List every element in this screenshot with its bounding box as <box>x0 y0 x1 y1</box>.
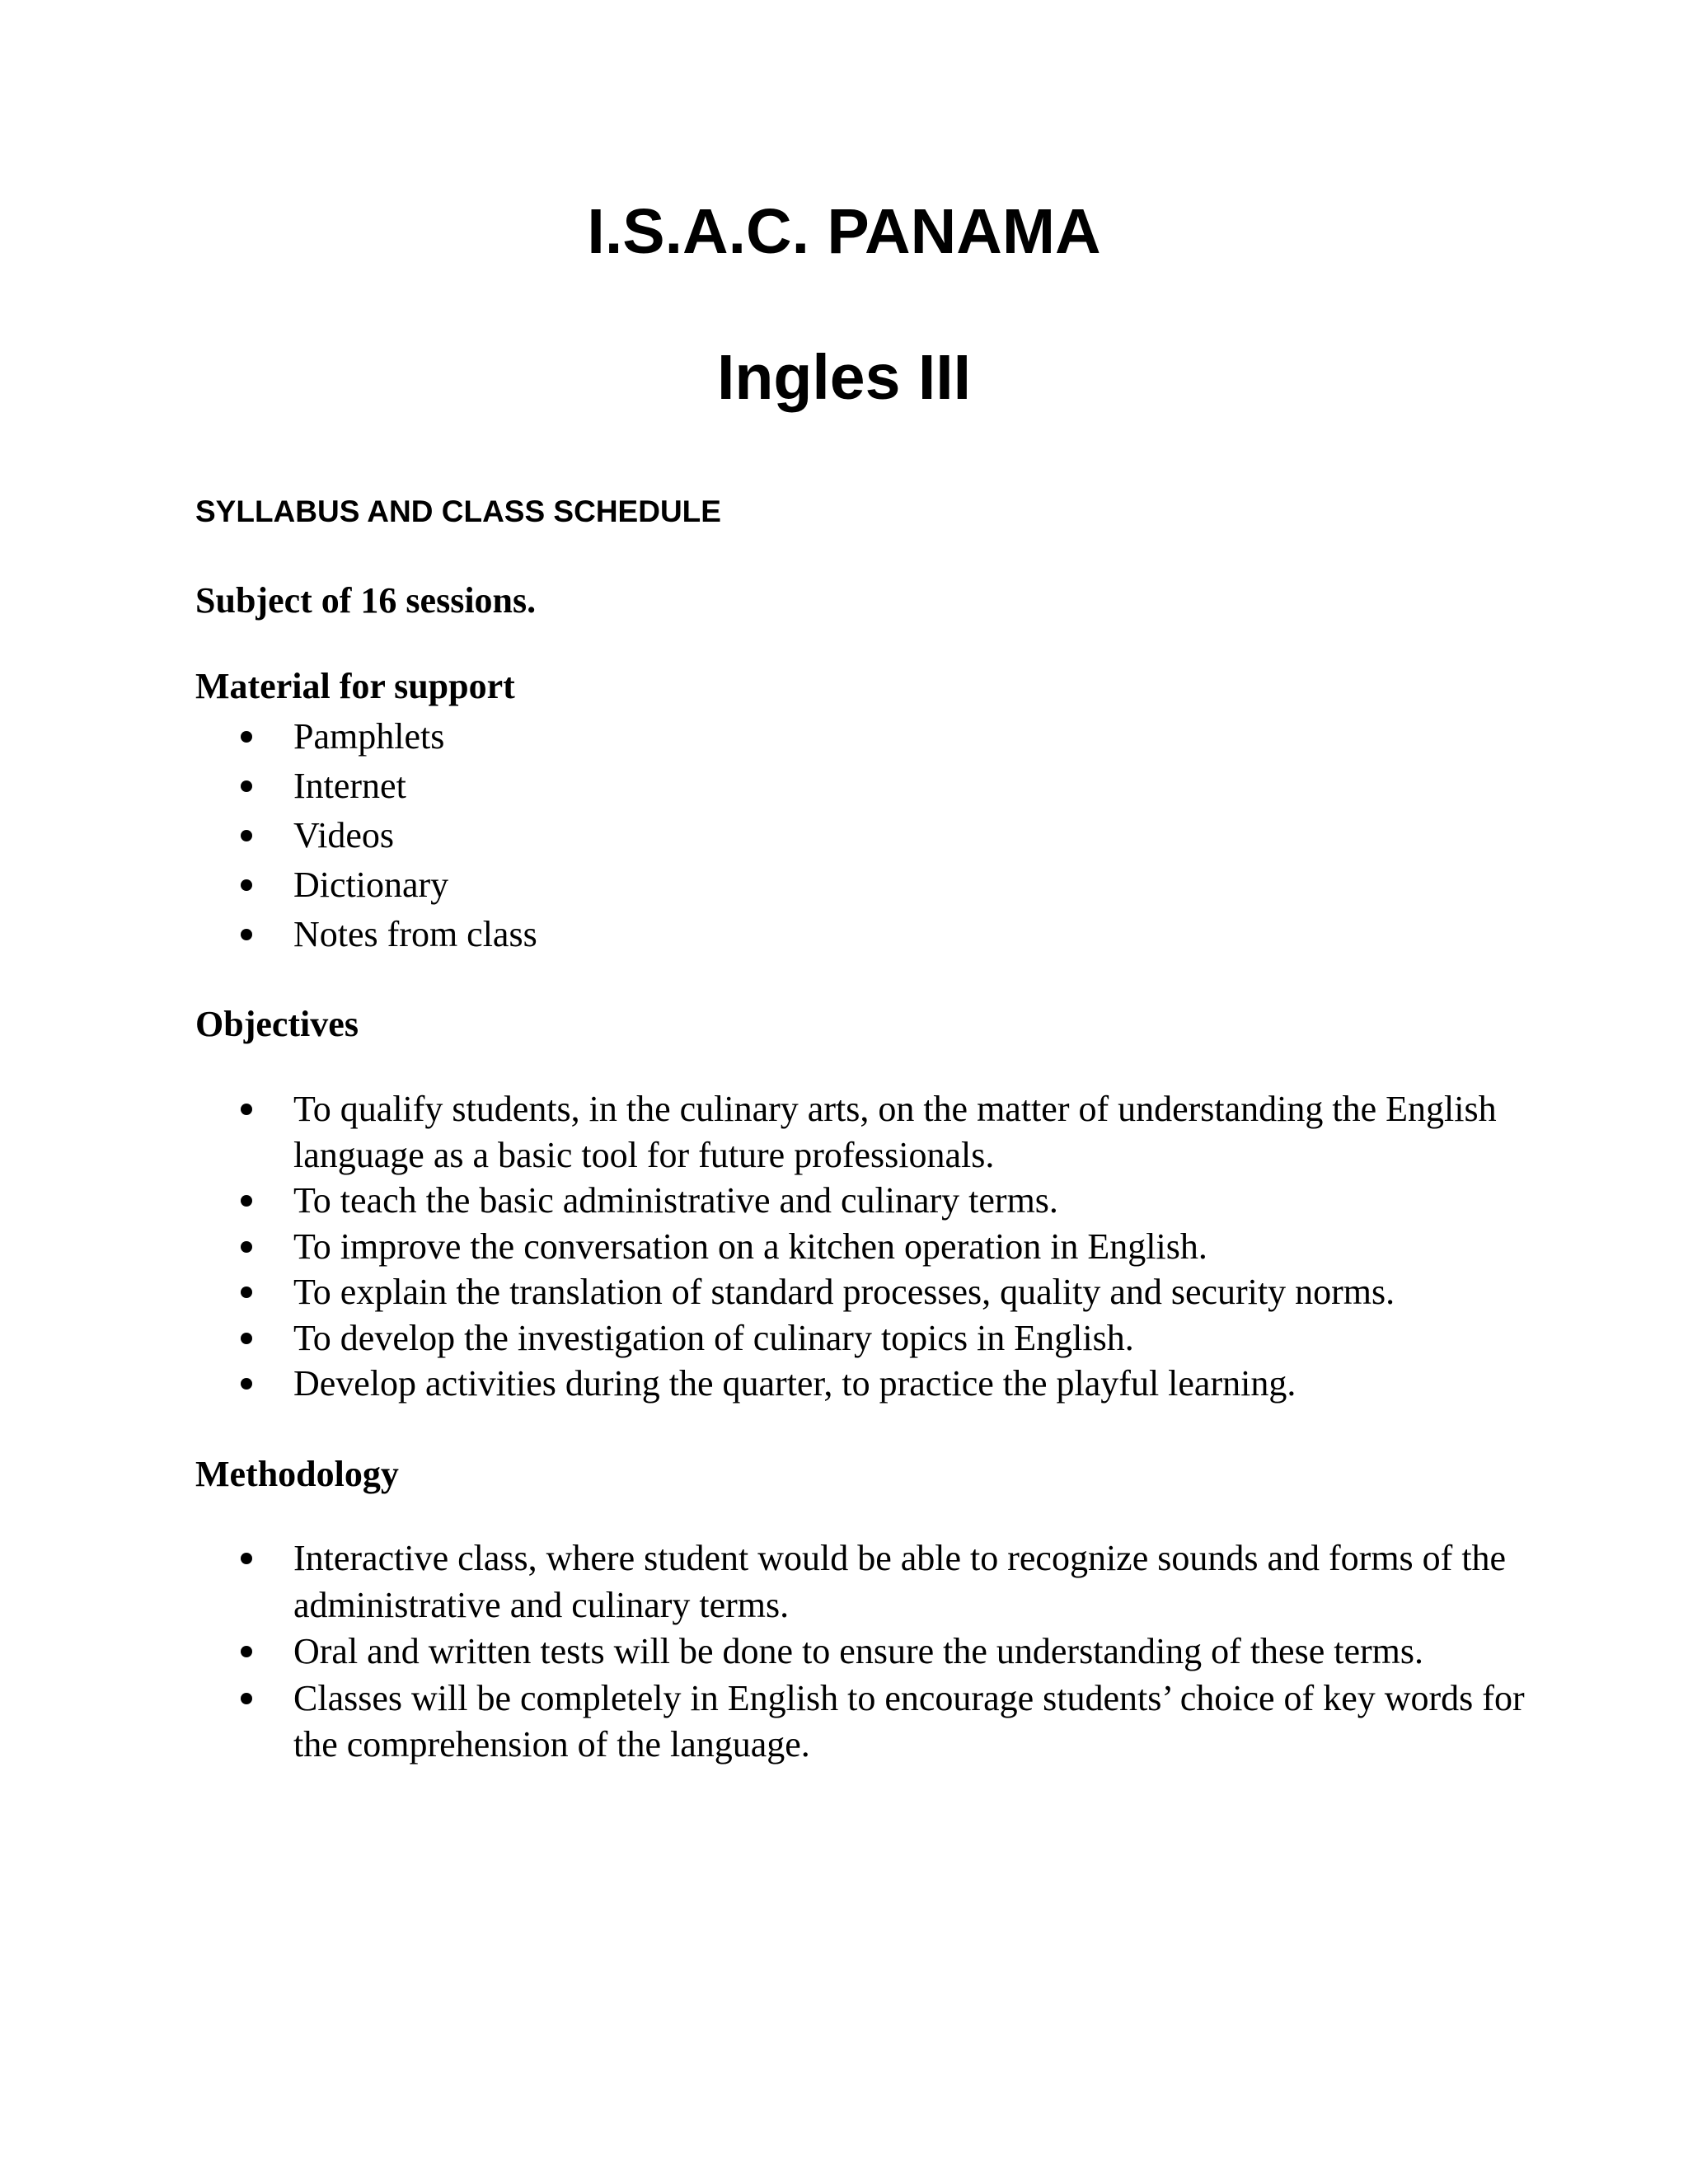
bullet-icon <box>241 1286 252 1298</box>
material-heading: Material for support <box>195 666 515 706</box>
syllabus-heading: SYLLABUS AND CLASS SCHEDULE <box>195 494 721 528</box>
methodology-list <box>241 1535 1526 1769</box>
list-item-text: To develop the investigation of culinary topics in English. <box>293 1317 1134 1358</box>
methodology-heading: Methodology <box>195 1454 399 1494</box>
list-item-text: Videos <box>293 815 395 855</box>
list-item-text: Pamphlets <box>293 716 445 757</box>
list-item <box>241 712 1526 762</box>
list-item <box>241 1535 1526 1629</box>
document-subtitle: Ingles III <box>716 342 972 413</box>
bullet-icon <box>241 879 252 891</box>
list-item-text: Develop activities during the quarter, to practice the playful learning. <box>293 1363 1296 1404</box>
list-item-text: To explain the translation of standard processes, quality and security norms. <box>293 1272 1395 1312</box>
list-item-text: To improve the conversation on a kitchen operation in English. <box>293 1226 1207 1267</box>
bullet-icon <box>241 1195 252 1207</box>
list-item <box>241 811 1526 860</box>
list-item-text: To teach the basic administrative and culinary terms. <box>293 1180 1058 1221</box>
material-list <box>241 712 1526 959</box>
bullet-icon <box>241 1553 252 1564</box>
list-item <box>241 1315 1526 1361</box>
list-item <box>241 1178 1526 1224</box>
list-item-text: To qualify students, in the culinary arts, on the matter of understanding the English language as a basic tool for future professionals. <box>293 1089 1497 1175</box>
objectives-list <box>241 1086 1526 1407</box>
list-item <box>241 1086 1526 1178</box>
bullet-icon <box>241 1646 252 1657</box>
bullet-icon <box>241 1693 252 1704</box>
list-item-text: Classes will be completely in English to encourage students’ choice of key words for the comprehension of the language. <box>293 1677 1525 1765</box>
list-item <box>241 910 1526 959</box>
list-item <box>241 1269 1526 1315</box>
bullet-icon <box>241 1378 252 1390</box>
list-item <box>241 1224 1526 1270</box>
list-item-text: Oral and written tests will be done to ensure the understanding of these terms. <box>293 1631 1423 1671</box>
document-title: I.S.A.C. PANAMA <box>587 196 1101 267</box>
list-item <box>241 1675 1526 1769</box>
objectives-heading: Objectives <box>195 1004 359 1044</box>
list-item <box>241 1629 1526 1675</box>
list-item-text: Notes from class <box>293 914 537 954</box>
list-item-text: Dictionary <box>293 865 449 905</box>
list-item-text: Internet <box>293 766 406 806</box>
bullet-icon <box>241 830 252 841</box>
bullet-icon <box>241 731 252 743</box>
list-item <box>241 762 1526 811</box>
list-item-text: Interactive class, where student would be able to recognize sounds and forms of the administrative and culinary terms. <box>293 1538 1507 1625</box>
bullet-icon <box>241 1104 252 1115</box>
bullet-icon <box>241 1241 252 1253</box>
list-item <box>241 1361 1526 1407</box>
bullet-icon <box>241 929 252 940</box>
list-item <box>241 860 1526 910</box>
bullet-icon <box>241 1333 252 1344</box>
bullet-icon <box>241 780 252 792</box>
subject-line: Subject of 16 sessions. <box>195 580 537 621</box>
